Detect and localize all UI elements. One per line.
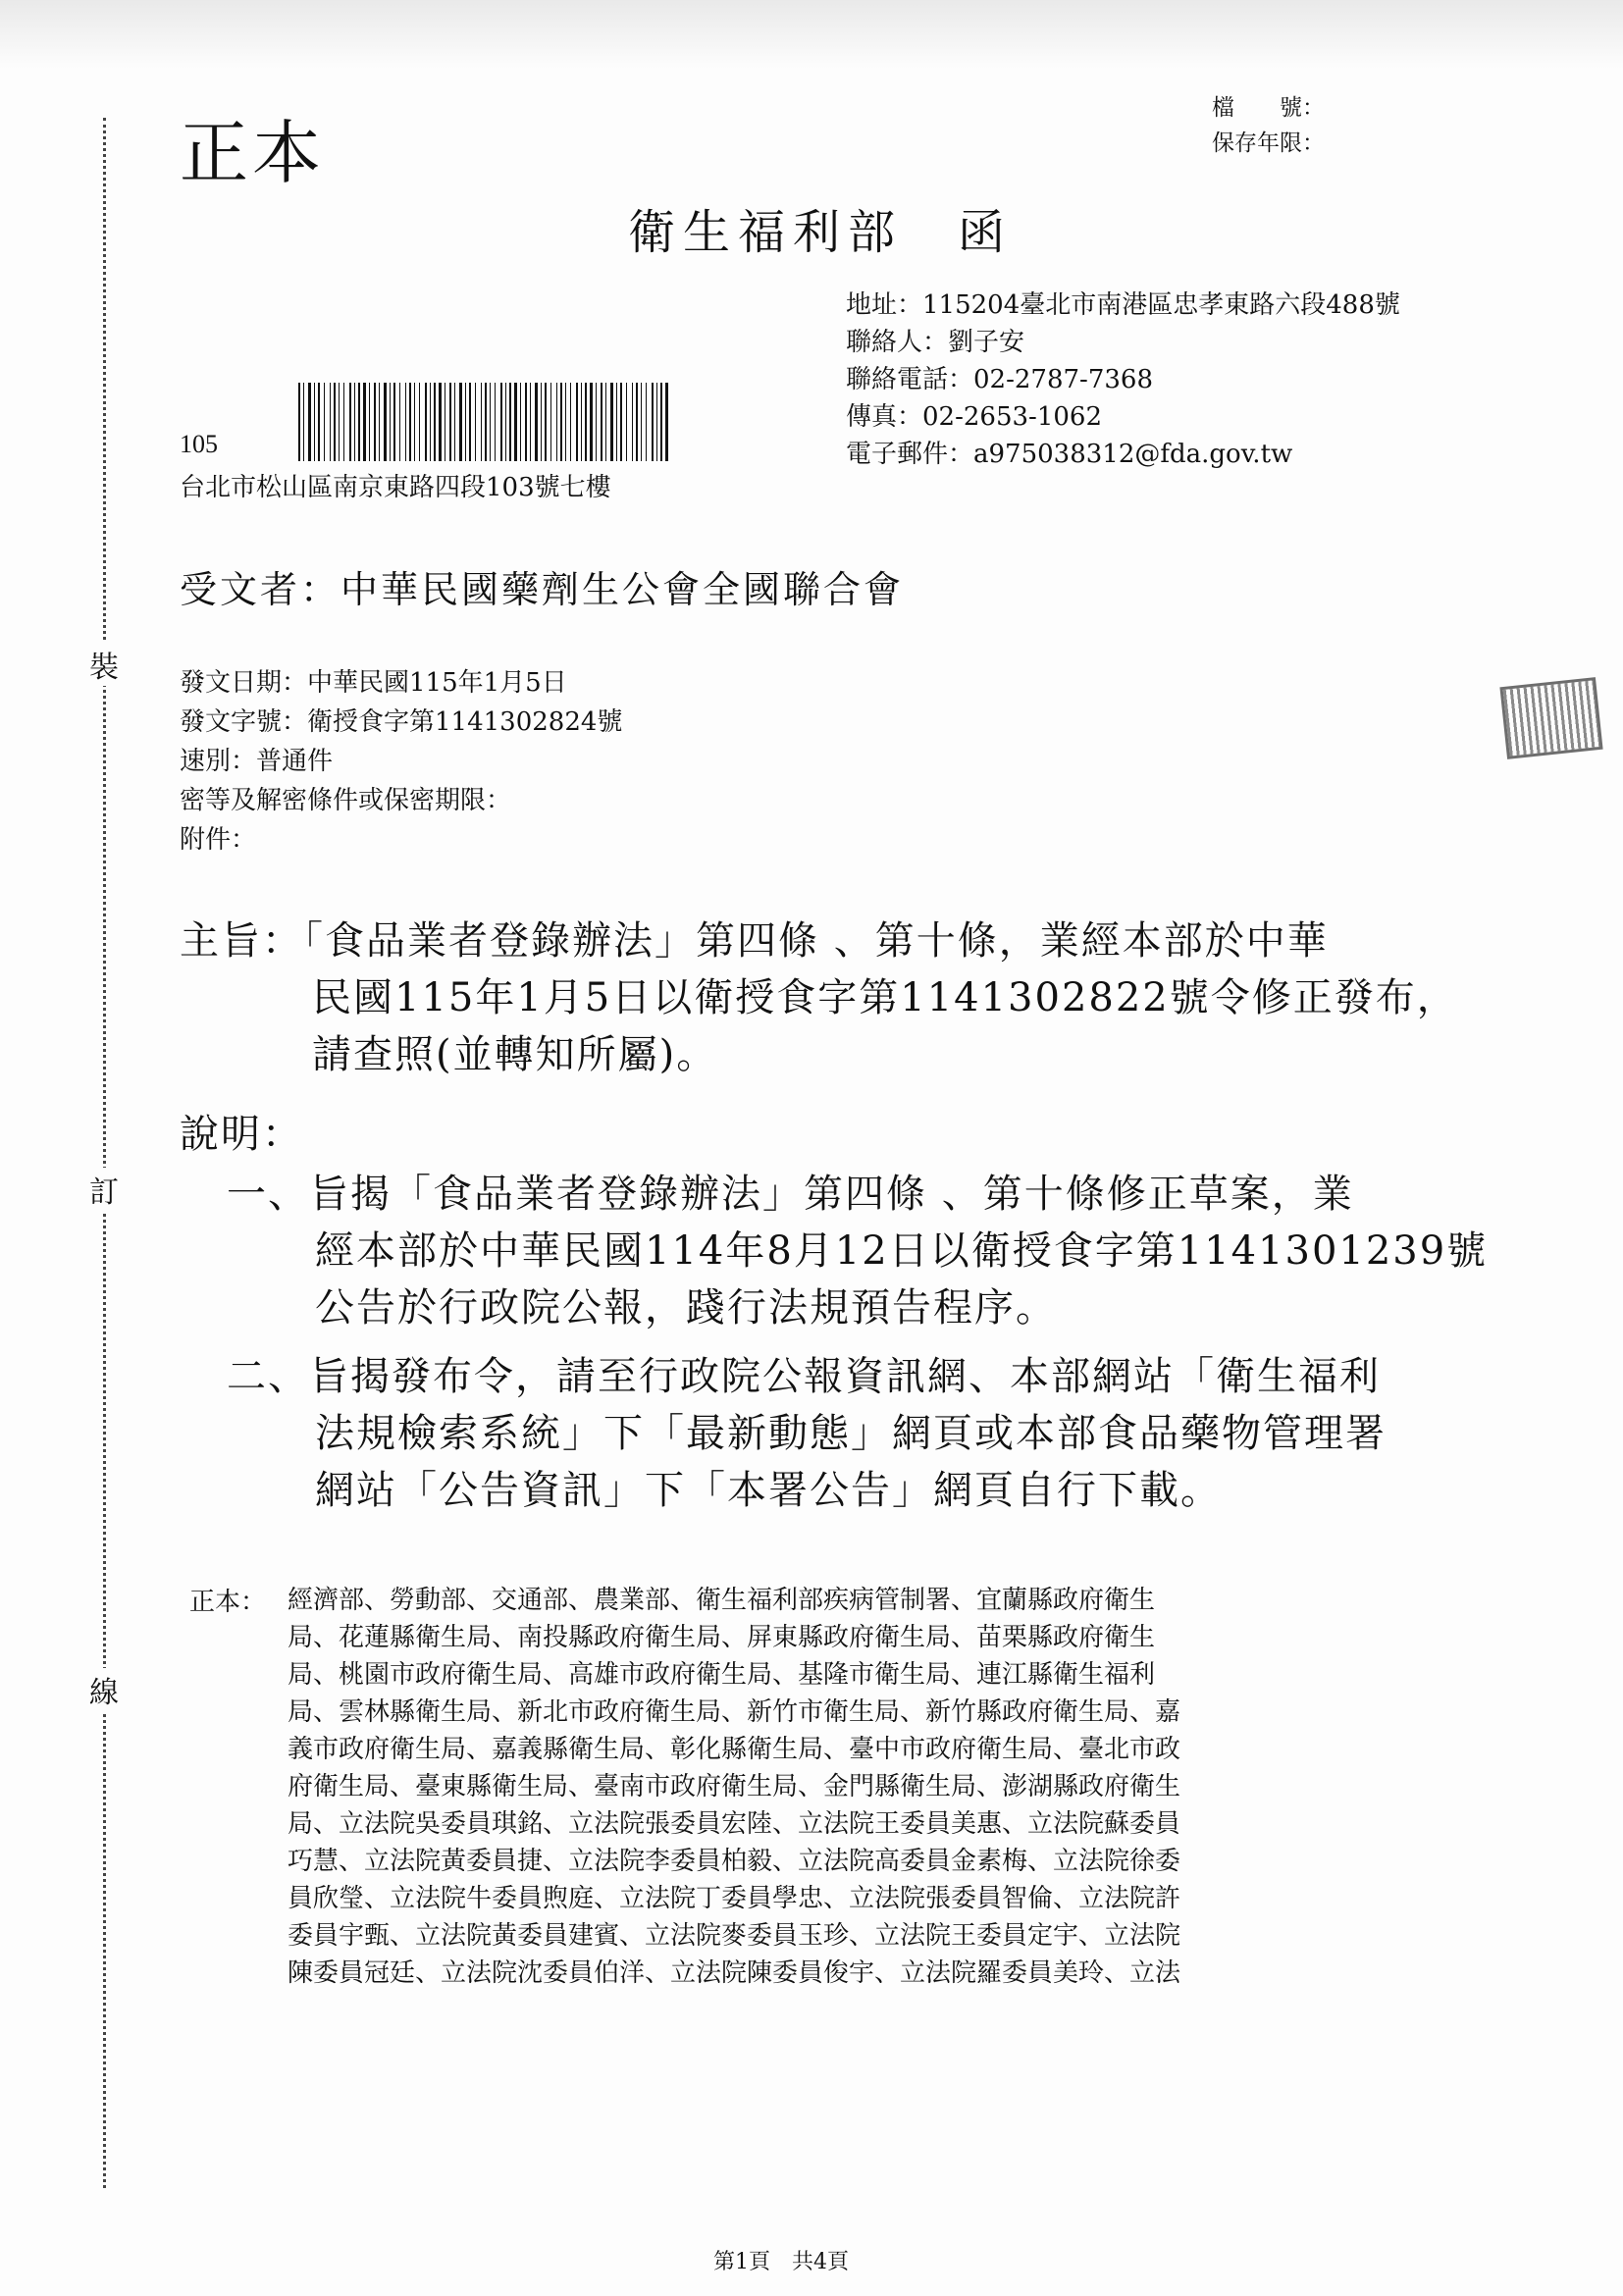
contact-phone: 聯絡電話：02-2787-7368 bbox=[846, 365, 1153, 394]
subject-line: 請查照(並轉知所屬)。 bbox=[312, 1032, 718, 1077]
cc-line: 局、桃園市政府衛生局、高雄市政府衛生局、基隆市衛生局、連江縣衛生福利 bbox=[288, 1660, 1156, 1690]
contact-fax: 傳真：02-2653-1062 bbox=[846, 402, 1102, 432]
contact-address: 地址：115204臺北市南港區忠孝東路六段488號 bbox=[846, 290, 1400, 320]
postal-barcode bbox=[296, 383, 673, 461]
cc-line: 陳委員冠廷、立法院沈委員伯洋、立法院陳委員俊宇、立法院羅委員美玲、立法 bbox=[288, 1958, 1181, 1988]
mailing-address: 台北市松山區南京東路四段103號七樓 bbox=[180, 473, 611, 502]
document-meta bbox=[180, 663, 622, 860]
explanation-item-2: 二、旨揭發布令，請至行政院公報資訊網、本部網站「衛生福利 bbox=[227, 1354, 1381, 1399]
archive-info bbox=[1212, 90, 1325, 161]
cc-line: 局、花蓮縣衛生局、南投縣政府衛生局、屏東縣政府衛生局、苗栗縣政府衛生 bbox=[288, 1623, 1156, 1652]
explanation-line: 法規檢索系統」下「最新動態」網頁或本部食品藥物管理署 bbox=[315, 1411, 1387, 1456]
recipient: 受文者：中華民國藥劑生公會全國聯合會 bbox=[180, 568, 905, 611]
official-seal bbox=[1499, 677, 1602, 759]
binding-mark-xian: 線 bbox=[86, 1668, 122, 1711]
explanation-section bbox=[180, 1166, 1489, 1519]
cc-line: 員欣瑩、立法院牛委員煦庭、立法院丁委員學忠、立法院張委員智倫、立法院許 bbox=[288, 1884, 1181, 1913]
cc-line: 委員宇甄、立法院黃委員建賓、立法院麥委員玉珍、立法院王委員定宇、立法院 bbox=[288, 1921, 1181, 1951]
subject-line: 主旨：「食品業者登錄辦法」第四條 、第十條，業經本部於中華 bbox=[180, 918, 1329, 964]
explanation-heading: 說明： bbox=[180, 1112, 303, 1157]
explanation-line: 公告於行政院公報，踐行法規預告程序。 bbox=[315, 1285, 1057, 1331]
binding-mark-ding: 訂 bbox=[86, 1168, 122, 1211]
explanation-line: 網站「公告資訊」下「本署公告」網頁自行下載。 bbox=[315, 1468, 1222, 1513]
cc-line: 局、雲林縣衛生局、新北市政府衛生局、新竹市衛生局、新竹縣政府衛生局、嘉 bbox=[288, 1697, 1181, 1727]
delivery-speed: 速別：普通件 bbox=[180, 747, 334, 776]
attachments: 附件： bbox=[180, 825, 257, 855]
cc-line: 義市政府衛生局、嘉義縣衛生局、彰化縣衛生局、臺中市政府衛生局、臺北市政 bbox=[288, 1735, 1181, 1764]
subject-section bbox=[180, 913, 1475, 1083]
contact-email: 電子郵件：a975038312@fda.gov.tw bbox=[846, 440, 1293, 469]
cc-line: 巧慧、立法院黃委員捷、立法院李委員柏毅、立法院高委員金素梅、立法院徐委 bbox=[288, 1847, 1181, 1876]
document-title: 衛生福利部 函 bbox=[628, 205, 1014, 260]
contact-person: 聯絡人：劉子安 bbox=[846, 328, 1025, 357]
binding-mark-zhuang: 裝 bbox=[86, 643, 122, 686]
cc-line: 局、立法院吳委員琪銘、立法院張委員宏陸、立法院王委員美惠、立法院蘇委員 bbox=[288, 1809, 1181, 1839]
file-number: 檔 號： bbox=[1212, 95, 1325, 121]
subject-line: 民國115年1月5日以衛授食字第1141302822號令修正發布， bbox=[312, 975, 1458, 1020]
cc-line: 經濟部、勞動部、交通部、農業部、衛生福利部疾病管制署、宜蘭縣政府衛生 bbox=[288, 1586, 1156, 1615]
copy-mark: 正本 bbox=[180, 113, 325, 193]
cc-recipients bbox=[288, 1582, 1445, 1992]
secrecy-level: 密等及解密條件或保密期限： bbox=[180, 786, 512, 815]
explanation-line: 經本部於中華民國114年8月12日以衛授食字第1141301239號 bbox=[315, 1228, 1489, 1274]
postal-code: 105 bbox=[180, 430, 218, 458]
page-number: 第1頁 共4頁 bbox=[713, 2250, 849, 2274]
cc-line: 府衛生局、臺東縣衛生局、臺南市政府衛生局、金門縣衛生局、澎湖縣政府衛生 bbox=[288, 1772, 1181, 1801]
contact-block bbox=[846, 287, 1400, 473]
scan-shadow bbox=[0, 0, 1623, 69]
binding-line bbox=[103, 118, 106, 2188]
explanation-item-1: 一、旨揭「食品業者登錄辦法」第四條 、第十條修正草案，業 bbox=[227, 1172, 1354, 1217]
issue-date: 發文日期：中華民國115年1月5日 bbox=[180, 668, 567, 698]
retention-period: 保存年限： bbox=[1212, 130, 1325, 156]
cc-label: 正本： bbox=[189, 1588, 267, 1617]
document-number: 發文字號：衛授食字第1141302824號 bbox=[180, 707, 623, 737]
